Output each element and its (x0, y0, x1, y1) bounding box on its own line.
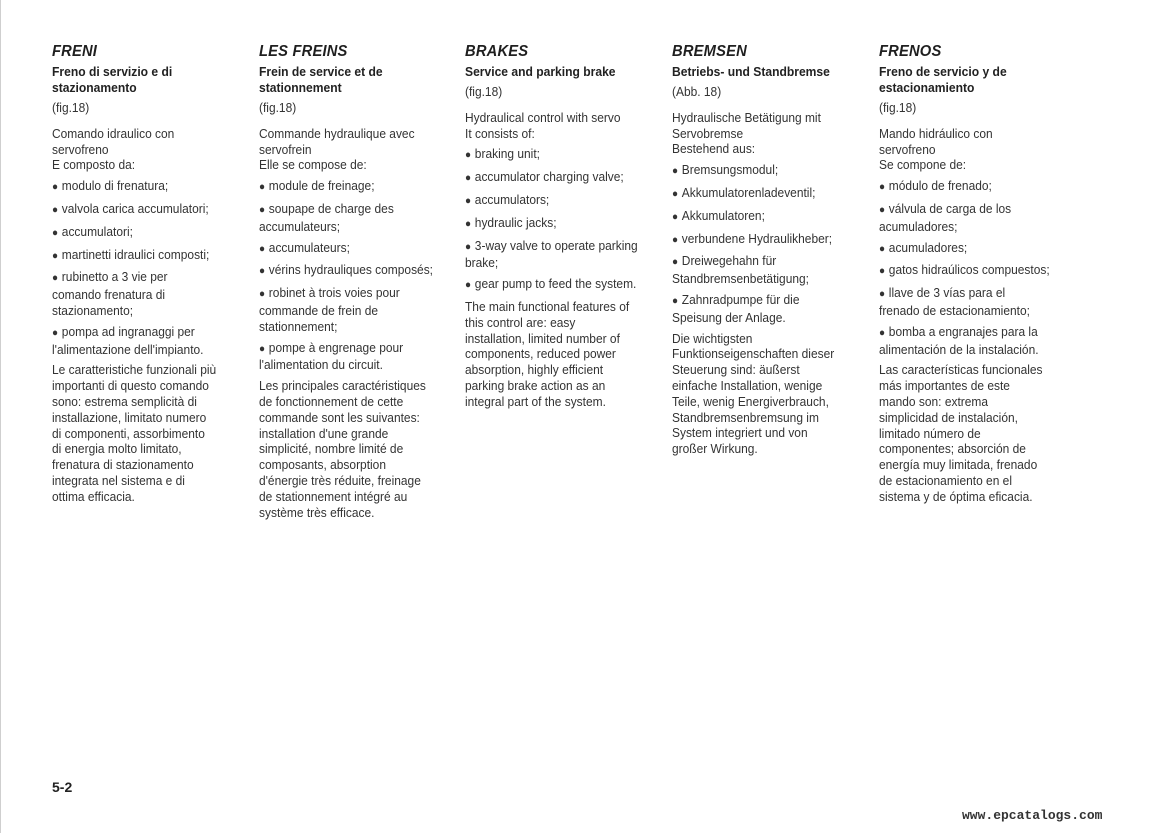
section-title: LES FREINS (259, 43, 348, 60)
bullet-icon: ● (52, 272, 59, 285)
column-spanish (879, 42, 1077, 505)
list-item: ● Zahnradpumpe für die Speisung der Anlage. (672, 291, 800, 325)
bullet-icon: ● (672, 256, 679, 269)
page-number: 5-2 (52, 779, 73, 795)
bullet-icon: ● (465, 149, 472, 162)
intro-text: Mando hidráulico con servofreno Se compone de: (879, 125, 993, 173)
column-english (465, 42, 663, 410)
list-item: ● verbundene Hydraulikheber; (672, 230, 833, 246)
list-item: ● rubinetto a 3 vie per comando frenatura di stazionamento; (52, 269, 168, 318)
column-italian (52, 42, 250, 505)
section-subtitle: Freno de servicio y de estacionamiento (879, 64, 1007, 95)
bullet-icon: ● (259, 342, 266, 355)
bullet-icon: ● (259, 288, 266, 301)
list-item: ● soupape de charge des accumulateurs; (259, 200, 394, 234)
bullet-icon: ● (52, 226, 59, 239)
list-item: ● válvula de carga de los acumuladores; (879, 200, 1012, 234)
list-item: ● acumuladores; (879, 239, 968, 255)
intro-text: Hydraulical control with servo It consists of: (465, 109, 621, 141)
list-item: ● Bremsungsmodul; (672, 162, 779, 178)
list-item: ● Akkumulatoren; (672, 207, 765, 223)
bullet-icon: ● (879, 203, 886, 216)
list-item: ● Dreiwegehahn für Standbremsenbetätigung; (672, 253, 809, 287)
list-item: ● bomba a engranajes para la alimentación de la instalación. (879, 323, 1039, 357)
bullet-icon: ● (465, 217, 472, 230)
bullet-icon: ● (465, 194, 472, 207)
features-paragraph: Le caratteristiche funzionali più importanti di questo comando sono: estrema semplicità di installazione, limitato numero di componenti, assorbimento di energia molto limitato, frenatura di stazionamento integrata nel sistema e di ottima efficacia. (52, 362, 217, 504)
list-item: ● pompe à engrenage pour l'alimentation du circuit. (259, 339, 404, 373)
bullet-icon: ● (672, 165, 679, 178)
figure-reference: (Abb. 18) (672, 84, 722, 99)
list-item: ● llave de 3 vías para el frenado de estacionamiento; (879, 285, 1030, 318)
section-subtitle: Freno di servizio e di stazionamento (52, 64, 173, 95)
list-item: ● braking unit; (465, 146, 540, 162)
bullet-icon: ● (259, 265, 266, 278)
bullet-icon: ● (465, 172, 472, 185)
section-title: BREMSEN (672, 43, 747, 60)
list-item: ● vérins hydrauliques composés; (259, 262, 434, 278)
figure-reference: (fig.18) (879, 100, 917, 115)
intro-text: Comando idraulico con servofreno E composto da: (52, 125, 175, 173)
section-subtitle: Service and parking brake (465, 64, 616, 79)
list-item: ● gear pump to feed the system. (465, 276, 637, 292)
list-item: ● modulo di frenatura; (52, 178, 169, 194)
bullet-icon: ● (672, 210, 679, 223)
bullet-icon: ● (672, 233, 679, 246)
section-title: FRENI (52, 43, 98, 60)
list-item: ● 3-way valve to operate parking brake; (465, 237, 638, 271)
section-subtitle: Betriebs- und Standbremse (672, 64, 830, 79)
list-item: ● módulo de frenado; (879, 178, 992, 194)
bullet-icon: ● (52, 249, 59, 262)
bullet-icon: ● (465, 240, 472, 253)
bullet-icon: ● (259, 181, 266, 194)
list-item: ● Akkumulatorenladeventil; (672, 184, 816, 200)
bullet-icon: ● (672, 294, 679, 307)
figure-reference: (fig.18) (52, 100, 90, 115)
intro-text: Hydraulische Betätigung mit Servobremse Bestehend aus: (672, 109, 821, 157)
figure-reference: (fig.18) (259, 100, 297, 115)
section-subtitle: Frein de service et de stationnement (259, 64, 383, 95)
bullet-icon: ● (879, 242, 886, 255)
list-item: ● accumulator charging valve; (465, 169, 624, 185)
list-item: ● accumulateurs; (259, 239, 350, 255)
intro-text: Commande hydraulique avec servofrein Elle se compose de: (259, 125, 415, 173)
section-title: BRAKES (465, 43, 529, 60)
list-item: ● accumulators; (465, 191, 550, 207)
column-german (672, 42, 870, 457)
list-item: ● martinetti idraulici composti; (52, 246, 210, 262)
bullet-icon: ● (52, 326, 59, 339)
list-item: ● accumulatori; (52, 223, 133, 239)
features-paragraph: Die wichtigsten Funktionseigenschaften dieser Steuerung sind: äußerst einfache Installation, wenige Teile, wenig Energiverbrauch, Standbremsenbremsung im System integriert und von großer Wirkung. (672, 330, 835, 457)
bullet-icon: ● (879, 326, 886, 339)
column-french (259, 42, 457, 520)
bullet-icon: ● (879, 288, 886, 301)
features-paragraph: Las características funcionales más importantes de este mando son: extrema simplicidad de instalación, limitado número de componentes; absorción de energía muy limitada, frenado de estacionamiento en el sistema y de óptima eficacia. (879, 362, 1043, 504)
section-title: FRENOS (879, 43, 942, 60)
bullet-icon: ● (259, 203, 266, 216)
bullet-icon: ● (259, 242, 266, 255)
list-item: ● hydraulic jacks; (465, 214, 557, 230)
bullet-icon: ● (879, 265, 886, 278)
watermark-url[interactable]: www.epcatalogs.com (962, 808, 1103, 823)
figure-reference: (fig.18) (465, 84, 503, 99)
bullet-icon: ● (465, 279, 472, 292)
bullet-icon: ● (52, 203, 59, 216)
bullet-icon: ● (672, 187, 679, 200)
list-item: ● gatos hidraúlicos compuestos; (879, 262, 1050, 278)
list-item: ● valvola carica accumulatori; (52, 200, 209, 216)
list-item: ● robinet à trois voies pour commande de frein de stationnement; (259, 285, 400, 334)
features-paragraph: Les principales caractéristiques de fonctionnement de cette commande sont les suivantes: installation d'une grande simplicité, nombre limité de composants, absorption d'énergie très réduite, freinage de stationnement intégré au système très efficace. (259, 378, 426, 520)
features-paragraph: The main functional features of this control are: easy installation, limited number of components, reduced power absorption, highly efficient parking brake action as an integral part of the system. (465, 298, 630, 409)
bullet-icon: ● (879, 181, 886, 194)
list-item: ● module de freinage; (259, 178, 375, 194)
bullet-icon: ● (52, 181, 59, 194)
list-item: ● pompa ad ingranaggi per l'alimentazione dell'impianto. (52, 323, 204, 357)
